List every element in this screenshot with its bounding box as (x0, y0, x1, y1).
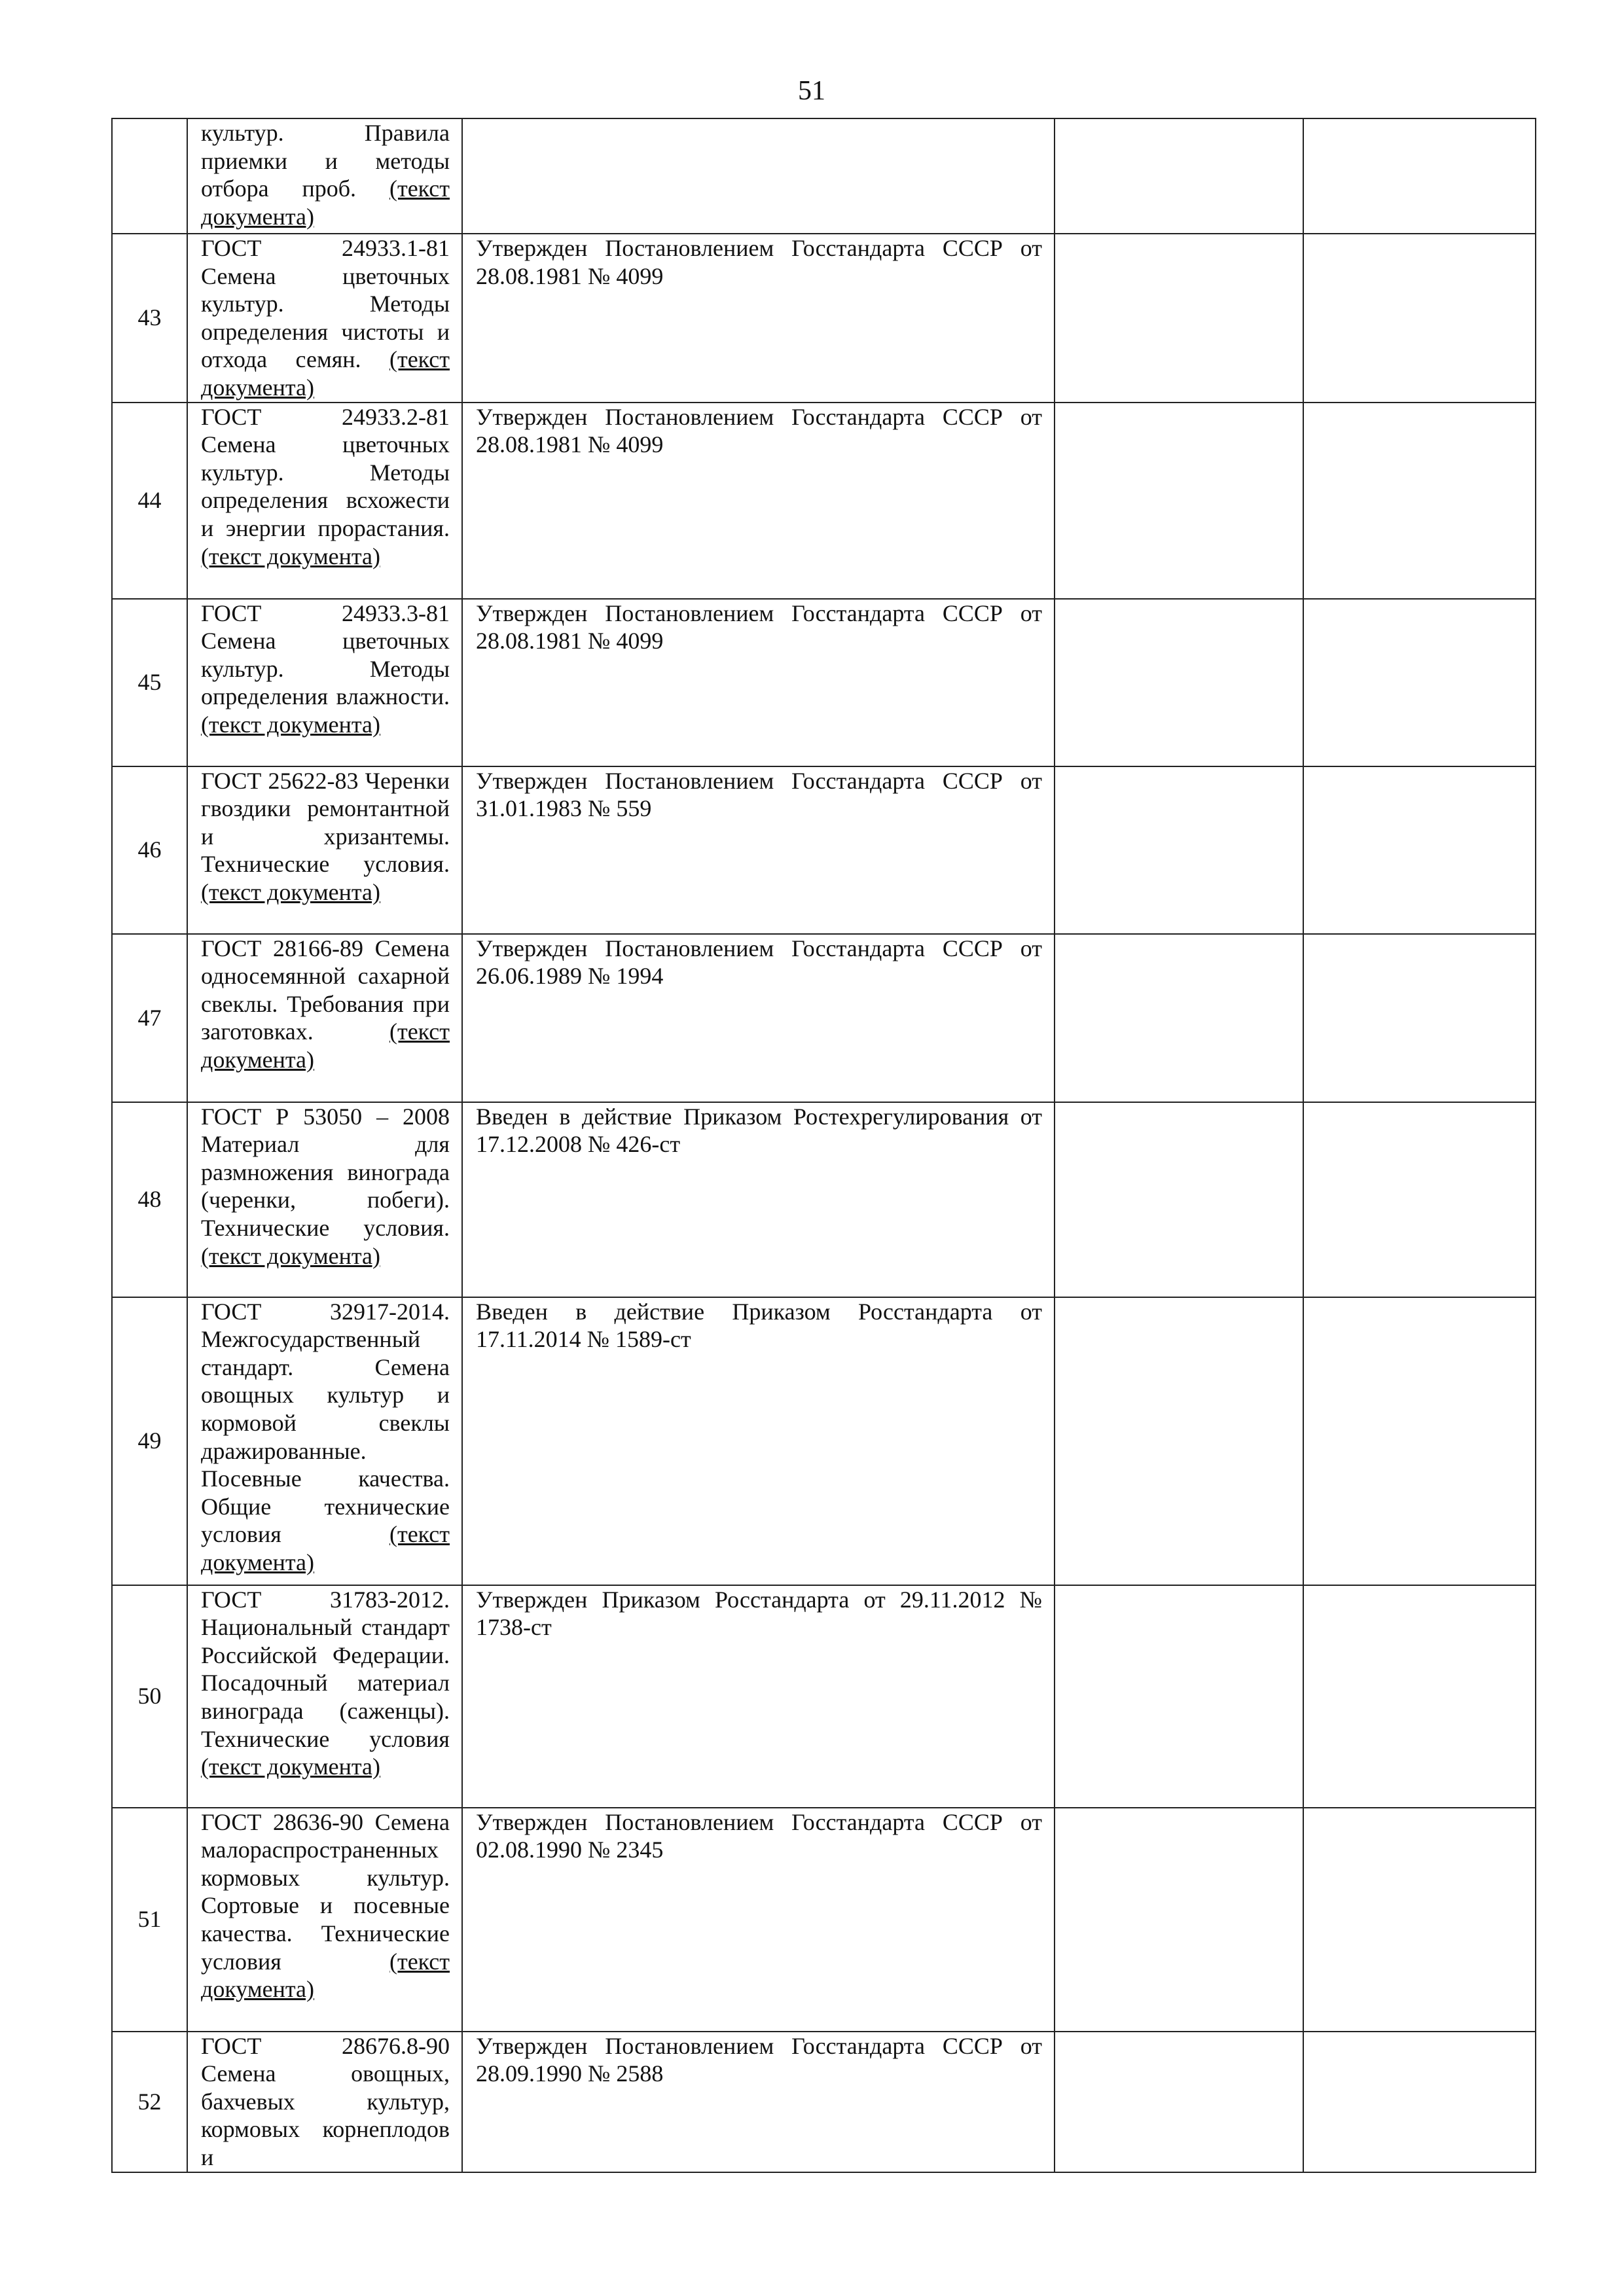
empty-cell (1303, 2032, 1536, 2172)
empty-cell (1055, 766, 1303, 934)
table-row (112, 1585, 1536, 1808)
table-row (112, 118, 1536, 234)
empty-cell (1055, 1585, 1303, 1808)
empty-cell (1303, 766, 1536, 934)
approval-info: Утвержден Постановлением Госстандарта СССР от 28.08.1981 № 4099 (462, 403, 1055, 599)
row-number (112, 118, 187, 234)
empty-cell (1055, 934, 1303, 1102)
row-number: 51 (112, 1808, 187, 2032)
document-link[interactable]: (текст документа) (201, 1948, 450, 2003)
empty-cell (1055, 1102, 1303, 1297)
standard-name: ГОСТ 24933.2-81 Семена цветочных культур. Методы определения всхожести и энергии прорастания. (текст документа) (187, 403, 462, 599)
empty-cell (1055, 403, 1303, 599)
empty-cell (1303, 599, 1536, 766)
row-number: 50 (112, 1585, 187, 1808)
table-row (112, 1808, 1536, 2032)
empty-cell (1055, 2032, 1303, 2172)
approval-info: Утвержден Постановлением Госстандарта СССР от 31.01.1983 № 559 (462, 766, 1055, 934)
row-number: 49 (112, 1297, 187, 1585)
empty-cell (1303, 1102, 1536, 1297)
document-link[interactable]: (текст документа) (201, 1521, 450, 1575)
approval-info: Утвержден Постановлением Госстандарта СССР от 28.08.1981 № 4099 (462, 234, 1055, 403)
table-row (112, 234, 1536, 403)
empty-cell (1303, 234, 1536, 403)
empty-cell (1303, 118, 1536, 234)
row-number: 43 (112, 234, 187, 403)
standard-name: ГОСТ 28636-90 Семена малораспространенных кормовых культур. Сортовые и посевные качества. Технические условия (текст документа) (187, 1808, 462, 2032)
empty-cell (1303, 1808, 1536, 2032)
row-number: 48 (112, 1102, 187, 1297)
document-link[interactable]: (текст документа) (201, 1018, 450, 1073)
empty-cell (1303, 1297, 1536, 1585)
empty-cell (1055, 599, 1303, 766)
table-row (112, 1102, 1536, 1297)
document-link[interactable]: (текст документа) (201, 878, 380, 905)
row-number: 44 (112, 403, 187, 599)
approval-info (462, 118, 1055, 234)
document-link[interactable]: (текст документа) (201, 1242, 380, 1269)
row-number: 52 (112, 2032, 187, 2172)
empty-cell (1303, 1585, 1536, 1808)
table-row (112, 766, 1536, 934)
row-number: 45 (112, 599, 187, 766)
empty-cell (1055, 118, 1303, 234)
approval-info: Утвержден Постановлением Госстандарта СССР от 26.06.1989 № 1994 (462, 934, 1055, 1102)
empty-cell (1303, 934, 1536, 1102)
document-link[interactable]: (текст документа) (201, 175, 450, 230)
table-row (112, 2032, 1536, 2172)
empty-cell (1055, 1808, 1303, 2032)
empty-cell (1055, 1297, 1303, 1585)
empty-cell (1303, 403, 1536, 599)
standard-name: культур. Правила приемки и методы отбора проб. (текст документа) (187, 118, 462, 234)
standard-name: ГОСТ 24933.1-81 Семена цветочных культур. Методы определения чистоты и отхода семян. (текст документа) (187, 234, 462, 403)
approval-info: Утвержден Постановлением Госстандарта СССР от 28.09.1990 № 2588 (462, 2032, 1055, 2172)
table-row (112, 1297, 1536, 1585)
table-row (112, 934, 1536, 1102)
table-row (112, 403, 1536, 599)
document-link[interactable]: (текст документа) (201, 543, 380, 569)
standard-name: ГОСТ 28676.8-90 Семена овощных, бахчевых культур, кормовых корнеплодов и (187, 2032, 462, 2172)
standard-name: ГОСТ 28166-89 Семена односемянной сахарной свеклы. Требования при заготовках. (текст документа) (187, 934, 462, 1102)
standard-name: ГОСТ Р 53050 – 2008 Материал для размножения винограда (черенки, побеги). Технические условия. (текст документа) (187, 1102, 462, 1297)
page-number: 51 (798, 76, 825, 106)
approval-info: Утвержден Постановлением Госстандарта СССР от 02.08.1990 № 2345 (462, 1808, 1055, 2032)
approval-info: Утвержден Приказом Росстандарта от 29.11.2012 № 1738-ст (462, 1585, 1055, 1808)
approval-info: Утвержден Постановлением Госстандарта СССР от 28.08.1981 № 4099 (462, 599, 1055, 766)
standard-name: ГОСТ 24933.3-81 Семена цветочных культур. Методы определения влажности. (текст документа) (187, 599, 462, 766)
row-number: 46 (112, 766, 187, 934)
approval-info: Введен в действие Приказом Росстандарта от 17.11.2014 № 1589-ст (462, 1297, 1055, 1585)
standards-table (111, 118, 1536, 2173)
standard-name: ГОСТ 25622-83 Черенки гвоздики ремонтантной и хризантемы. Технические условия. (текст документа) (187, 766, 462, 934)
table-row (112, 599, 1536, 766)
document-link[interactable]: (текст документа) (201, 1753, 380, 1780)
standard-name: ГОСТ 31783-2012. Национальный стандарт Российской Федерации. Посадочный материал винограда (саженцы). Технические условия (текст документа) (187, 1585, 462, 1808)
row-number: 47 (112, 934, 187, 1102)
standard-name: ГОСТ 32917-2014. Межгосударственный стандарт. Семена овощных культур и кормовой свеклы дражированные. Посевные качества. Общие технические условия (текст документа) (187, 1297, 462, 1585)
document-link[interactable]: (текст документа) (201, 346, 450, 401)
document-link[interactable]: (текст документа) (201, 711, 380, 738)
approval-info: Введен в действие Приказом Ростехрегулирования от 17.12.2008 № 426-ст (462, 1102, 1055, 1297)
empty-cell (1055, 234, 1303, 403)
